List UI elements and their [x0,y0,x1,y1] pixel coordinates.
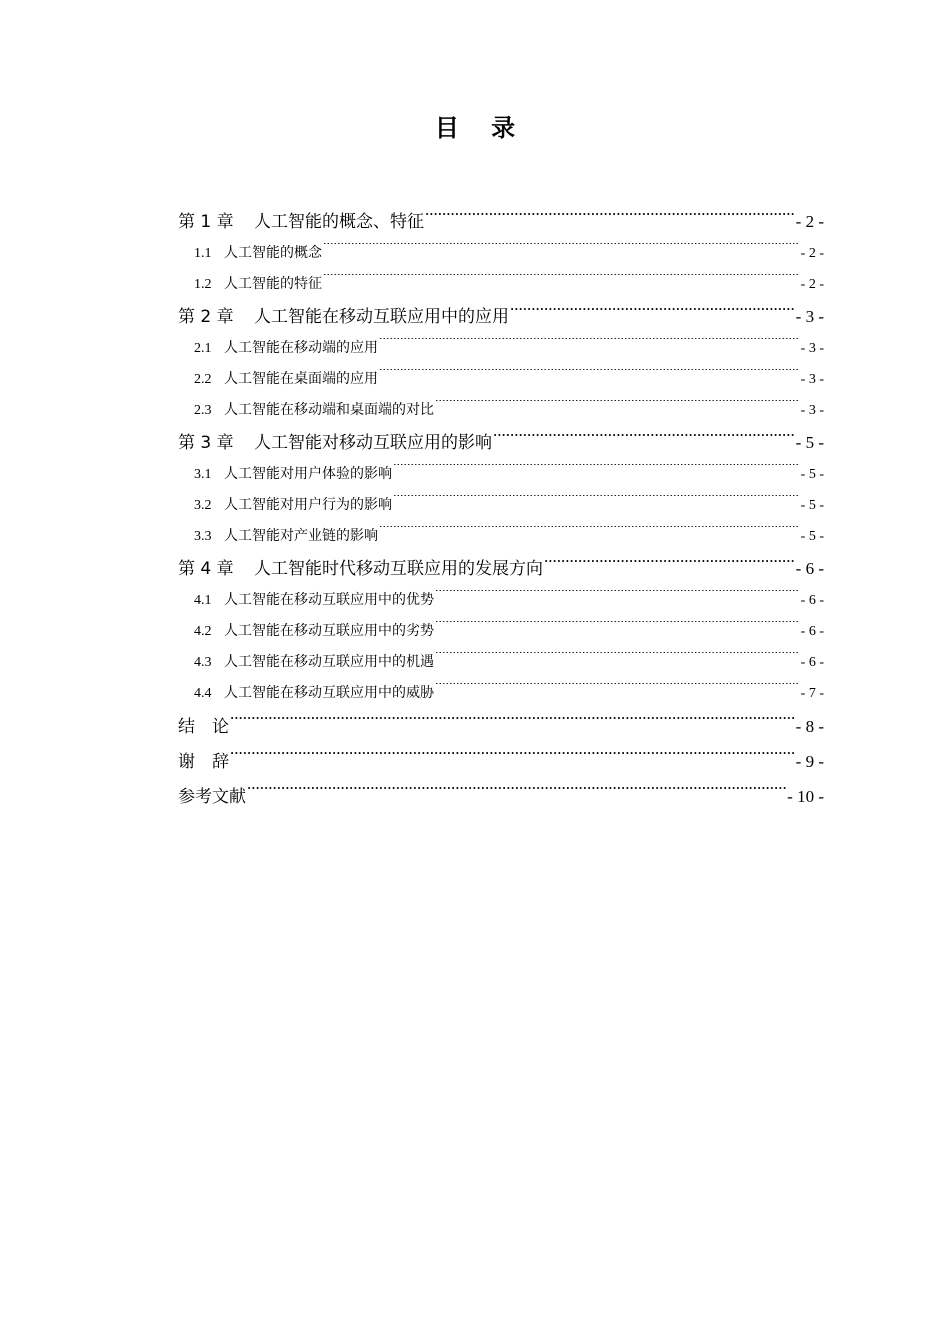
dot-leader [493,431,795,448]
dot-leader [435,400,800,414]
toc-section-4-2[interactable] [178,616,824,647]
toc-section-4-3[interactable] [178,647,824,678]
dot-leader [435,590,800,604]
entry-title: 结 论 [178,717,229,737]
toc-section-1-2[interactable] [178,269,824,300]
section-title: 人工智能在移动端的应用 [224,341,378,356]
section-title: 人工智能对产业链的影响 [224,529,378,544]
toc-title: 目 录 [434,113,528,142]
chapter-number: 第 4 章 [178,559,234,579]
page-number: - 2 - [800,277,824,292]
section-number: 3.2 [194,498,212,513]
toc-chapter-4[interactable] [178,552,824,585]
section-title: 人工智能的特征 [224,277,322,292]
dot-leader [393,464,800,478]
section-title: 人工智能在移动互联应用中的机遇 [224,655,434,670]
section-number: 1.1 [194,246,212,261]
section-title: 人工智能的概念 [224,246,322,261]
page-number: - 5 - [800,498,824,513]
page-number: - 5 - [800,467,824,482]
dot-leader [544,557,795,574]
dot-leader [379,338,800,352]
toc-references[interactable] [178,779,824,814]
dot-leader [379,526,800,540]
page-number: - 2 - [795,212,824,231]
toc-section-3-3[interactable] [178,521,824,552]
dot-leader [230,715,795,732]
page-number: - 6 - [800,624,824,639]
section-title: 人工智能在移动互联应用中的劣势 [224,624,434,639]
toc-chapter-3[interactable] [178,426,824,459]
entry-title: 谢 辞 [178,752,229,772]
section-number: 3.3 [194,529,212,544]
page-number: - 3 - [800,341,824,356]
dot-leader [247,785,786,802]
toc-section-3-1[interactable] [178,459,824,490]
chapter-title: 人工智能时代移动互联应用的发展方向 [254,559,543,579]
dot-leader [393,495,800,509]
toc-chapter-2[interactable] [178,300,824,333]
section-number: 4.1 [194,593,212,608]
dot-leader [323,243,800,257]
section-number: 4.3 [194,655,212,670]
page-number: - 3 - [795,307,824,326]
page-number: - 2 - [800,246,824,261]
toc-section-2-3[interactable] [178,395,824,426]
section-title: 人工智能对用户行为的影响 [224,498,392,513]
toc-conclusion[interactable] [178,709,824,744]
page-number: - 7 - [800,686,824,701]
section-title: 人工智能在移动端和桌面端的对比 [224,403,434,418]
entry-title: 参考文献 [178,787,246,807]
chapter-title: 人工智能的概念、特征 [254,212,424,232]
page-number: - 8 - [795,717,824,736]
chapter-number: 第 2 章 [178,307,234,327]
toc-chapter-1[interactable] [178,205,824,238]
page-number: - 6 - [800,655,824,670]
section-number: 4.2 [194,624,212,639]
section-title: 人工智能在桌面端的应用 [224,372,378,387]
chapter-number: 第 1 章 [178,212,234,232]
toc-section-3-2[interactable] [178,490,824,521]
chapter-title: 人工智能在移动互联应用中的应用 [254,307,509,327]
section-number: 4.4 [194,686,212,701]
dot-leader [230,750,795,767]
page-number: - 6 - [800,593,824,608]
section-number: 2.2 [194,372,212,387]
section-number: 3.1 [194,467,212,482]
page-number: - 10 - [787,787,824,806]
dot-leader [435,621,800,635]
toc-section-2-1[interactable] [178,333,824,364]
toc-section-4-1[interactable] [178,585,824,616]
toc-section-2-2[interactable] [178,364,824,395]
page-number: - 3 - [800,372,824,387]
page-number: - 5 - [800,529,824,544]
page-number: - 3 - [800,403,824,418]
section-title: 人工智能在移动互联应用中的威胁 [224,686,434,701]
dot-leader [425,210,795,227]
section-number: 2.1 [194,341,212,356]
chapter-number: 第 3 章 [178,433,234,453]
toc-section-4-4[interactable] [178,678,824,709]
chapter-title: 人工智能对移动互联应用的影响 [254,433,492,453]
section-number: 1.2 [194,277,212,292]
page-number: - 9 - [795,752,824,771]
toc-acknowledgements[interactable] [178,744,824,779]
page-number: - 5 - [795,433,824,452]
section-title: 人工智能在移动互联应用中的优势 [224,593,434,608]
dot-leader [435,683,800,697]
section-number: 2.3 [194,403,212,418]
section-title: 人工智能对用户体验的影响 [224,467,392,482]
dot-leader [323,274,800,288]
dot-leader [435,652,800,666]
table-of-contents [178,205,824,814]
dot-leader [379,369,800,383]
toc-section-1-1[interactable] [178,238,824,269]
dot-leader [510,305,795,322]
page-number: - 6 - [795,559,824,578]
